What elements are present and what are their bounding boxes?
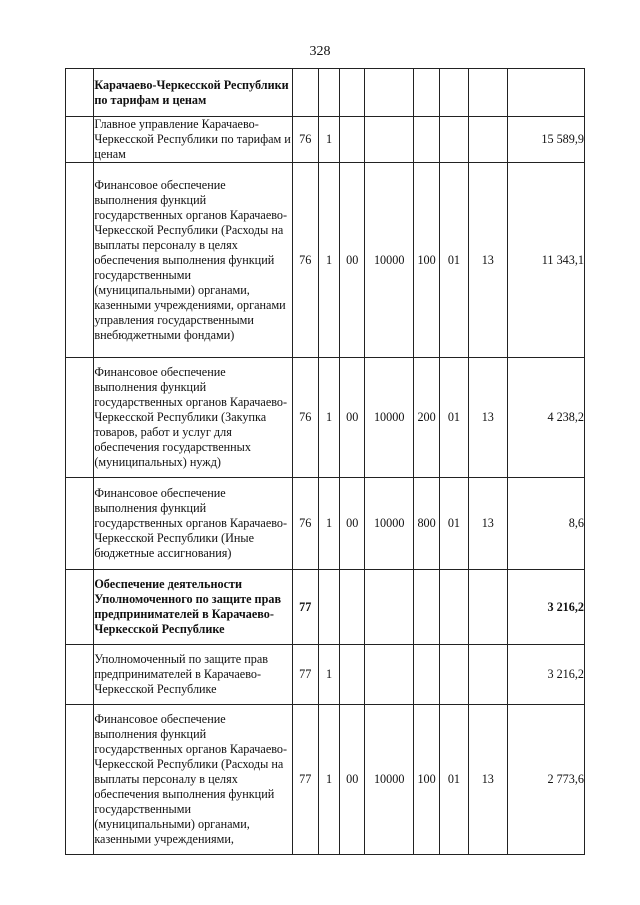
row-name: Обеспечение деятельности Уполномоченного по защите прав предпринимателей в Карачаево-Черкесской Республике: [94, 570, 292, 645]
code1-cell: 01: [440, 478, 468, 570]
rz-cell: 1: [318, 705, 339, 855]
table-row: [66, 69, 585, 117]
vr-cell: 200: [413, 358, 439, 478]
ved-cell: 76: [292, 117, 318, 163]
rz-cell: [318, 69, 339, 117]
vr-cell: 100: [413, 163, 439, 358]
empty-cell: [66, 478, 94, 570]
sum-cell: 3 216,2: [508, 645, 585, 705]
code2-cell: [468, 570, 507, 645]
ved-cell: 77: [292, 645, 318, 705]
rz-cell: [318, 570, 339, 645]
vr-cell: [413, 645, 439, 705]
row-name: Финансовое обеспечение выполнения функций государственных органов Карачаево-Черкесской Республики (Закупка товаров, работ и услуг для обеспечения государственных (муниципальных) нужд): [94, 358, 292, 478]
code1-cell: 01: [440, 358, 468, 478]
code1-cell: 01: [440, 705, 468, 855]
vr-cell: [413, 69, 439, 117]
table-row: [66, 358, 585, 478]
sum-cell: 3 216,2: [508, 570, 585, 645]
csr-cell: 10000: [365, 478, 414, 570]
rz-cell: 1: [318, 478, 339, 570]
code1-cell: [440, 69, 468, 117]
ved-cell: 76: [292, 163, 318, 358]
table-row: [66, 163, 585, 358]
empty-cell: [66, 163, 94, 358]
page-number: 328: [309, 44, 331, 59]
code2-cell: [468, 117, 507, 163]
ved-cell: 77: [292, 570, 318, 645]
table-row: [66, 645, 585, 705]
row-name: Главное управление Карачаево-Черкесской Республики по тарифам и ценам: [94, 117, 291, 161]
pr-cell: 00: [340, 705, 365, 855]
code2-cell: 13: [468, 163, 507, 358]
rz-cell: 1: [318, 645, 339, 705]
sum-cell: 2 773,6: [508, 705, 585, 855]
pr-cell: 00: [340, 163, 365, 358]
row-name: Финансовое обеспечение выполнения функций государственных органов Карачаево-Черкесской Республики (Расходы на выплаты персоналу в целях обеспечения выполнения функций государственными (муниципальными) органами, казенными учреждениями,: [94, 705, 292, 855]
pr-cell: [340, 570, 365, 645]
code1-cell: 01: [440, 163, 468, 358]
code2-cell: 13: [468, 478, 507, 570]
ved-cell: 77: [292, 705, 318, 855]
csr-cell: 10000: [365, 163, 414, 358]
empty-cell: [66, 69, 94, 117]
empty-cell: [66, 358, 94, 478]
table-row: [66, 570, 585, 645]
ved-cell: 76: [292, 358, 318, 478]
csr-cell: 10000: [365, 705, 414, 855]
code1-cell: [440, 645, 468, 705]
sum-cell: [508, 69, 585, 117]
ved-cell: [292, 69, 318, 117]
csr-cell: [365, 117, 414, 163]
row-name: Карачаево-Черкесской Республики по тарифам и ценам: [94, 69, 292, 117]
empty-cell: [66, 645, 94, 705]
row-name: Уполномоченный по защите прав предпринимателей в Карачаево-Черкесской Республике: [94, 645, 292, 705]
budget-table: [65, 68, 585, 855]
code2-cell: [468, 69, 507, 117]
vr-cell: 100: [413, 705, 439, 855]
pr-cell: [340, 645, 365, 705]
table-row: [66, 117, 585, 163]
empty-cell: [66, 705, 94, 855]
ved-cell: 76: [292, 478, 318, 570]
empty-cell: [66, 117, 94, 163]
code1-cell: [440, 570, 468, 645]
csr-cell: [365, 645, 414, 705]
vr-cell: [413, 570, 439, 645]
rz-cell: 1: [318, 163, 339, 358]
sum-cell: 8,6: [508, 478, 585, 570]
sum-cell: 4 238,2: [508, 358, 585, 478]
code2-cell: 13: [468, 705, 507, 855]
csr-cell: [365, 570, 414, 645]
rz-cell: 1: [318, 117, 339, 163]
pr-cell: [340, 117, 365, 163]
vr-cell: [413, 117, 439, 163]
code2-cell: 13: [468, 358, 507, 478]
vr-cell: 800: [413, 478, 439, 570]
code1-cell: [440, 117, 468, 163]
empty-cell: [66, 570, 94, 645]
rz-cell: 1: [318, 358, 339, 478]
pr-cell: 00: [340, 478, 365, 570]
csr-cell: [365, 69, 414, 117]
table-row: [66, 705, 585, 855]
table-row: [66, 478, 585, 570]
pr-cell: 00: [340, 358, 365, 478]
sum-cell: 11 343,1: [508, 163, 585, 358]
code2-cell: [468, 645, 507, 705]
sum-cell: 15 589,9: [508, 117, 585, 163]
csr-cell: 10000: [365, 358, 414, 478]
row-name: Финансовое обеспечение выполнения функций государственных органов Карачаево-Черкесской Республики (Иные бюджетные ассигнования): [94, 478, 292, 570]
pr-cell: [340, 69, 365, 117]
row-name: Финансовое обеспечение выполнения функций государственных органов Карачаево-Черкесской Республики (Расходы на выплаты персоналу в целях обеспечения выполнения функций государственными (муниципальными) органами, казенными учреждениями, органами управления государственными внебюджетными фондами): [94, 163, 292, 358]
